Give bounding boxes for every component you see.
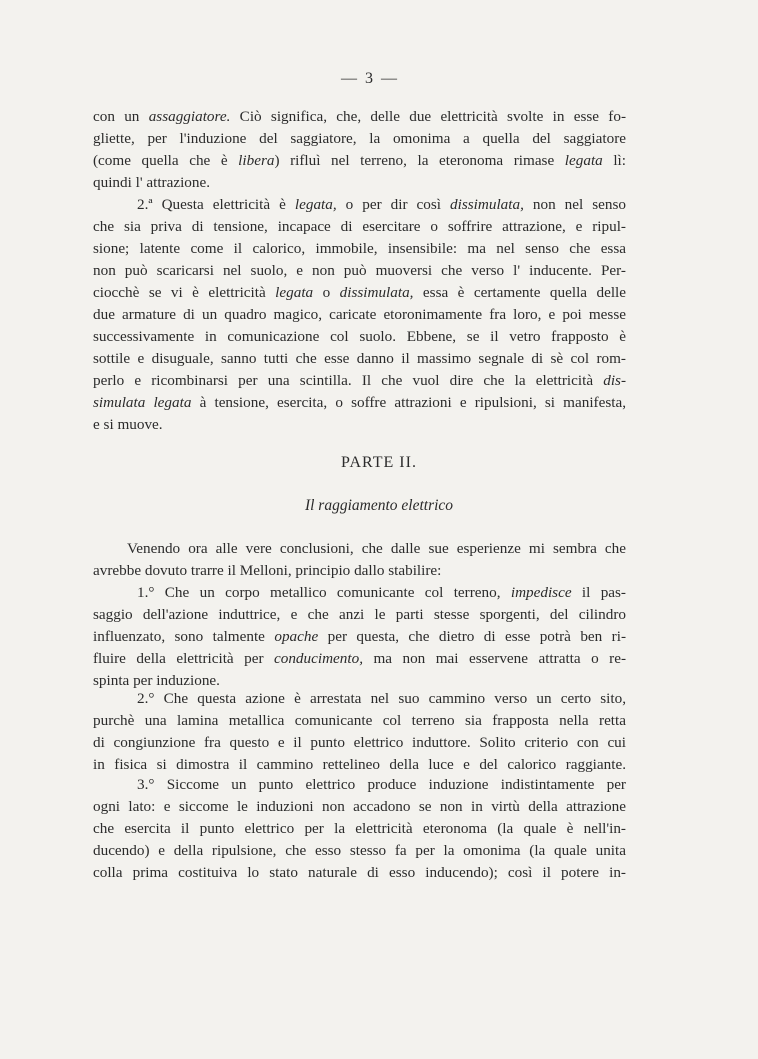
- text-line: successivamente in comunicazione col suolo. Ebbene, se il vetro frapposto è: [93, 328, 626, 345]
- section-title: PARTE II.: [341, 454, 417, 471]
- text-line: 1.° Che un corpo metallico comunicante col terreno, impedisce il pas-: [137, 584, 626, 601]
- text-line: Venendo ora alle vere conclusioni, che dalle sue esperienze mi sembra che: [127, 540, 626, 557]
- text-line: purchè una lamina metallica comunicante col terreno sia frapposta nella retta: [93, 712, 626, 729]
- text-line: colla prima costituiva lo stato naturale di esso inducendo); così il potere in-: [93, 864, 626, 881]
- paragraph-3: [93, 538, 626, 582]
- paragraph-6: [93, 774, 626, 884]
- text-line: (come quella che è libera) rifluì nel terreno, la eteronoma rimase legata lì:: [93, 152, 626, 169]
- text-line: di congiunzione fra questo e il punto elettrico induttore. Solito criterio con cui: [93, 734, 626, 751]
- text-line: e si muove.: [93, 416, 163, 433]
- text-line: due armature di un quadro magico, caricate etoronimamente fra loro, e poi messe: [93, 306, 626, 323]
- text-line: che sia priva di tensione, incapace di esercitare o soffrire attrazione, e ripul-: [93, 218, 626, 235]
- text-line: influenzato, sono talmente opache per questa, che dietro di esse potrà ben ri-: [93, 628, 627, 645]
- text-line: 2.° Che questa azione è arrestata nel suo cammino verso un certo sito,: [137, 690, 626, 707]
- text-line: simulata legata à tensione, esercita, o soffre attrazioni e ripulsioni, si manifesta,: [93, 394, 627, 411]
- text-line: avrebbe dovuto trarre il Melloni, principio dallo stabilire:: [93, 562, 442, 579]
- paragraph-5: [93, 688, 626, 776]
- text-line: ducendo) e della ripulsione, che esso stesso fa per la omonima (la quale unita: [93, 842, 626, 859]
- text-line: fluire della elettricità per conducimento, ma non mai esservene attratta o re-: [93, 650, 626, 667]
- text-line: sione; latente come il calorico, immobile, insensibile: ma nel senso che essa: [93, 240, 626, 257]
- text-line: non può scaricarsi nel suolo, e non può muoversi che verso l' inducente. Per-: [93, 262, 626, 279]
- text-line: ogni lato: e siccome le induzioni non accadono se non in virtù della attrazione: [93, 798, 626, 815]
- section-subtitle: Il raggiamento elettrico: [304, 497, 454, 514]
- text-line: perlo e ricombinarsi per una scintilla. Il che vuol dire che la elettricità dis-: [93, 372, 626, 389]
- text-line: saggio dell'azione induttrice, e che anzi le parti stesse sporgenti, del cilindro: [93, 606, 626, 623]
- text-line: ciocchè se vi è elettricità legata o dissimulata, essa è certamente quella delle: [93, 284, 627, 301]
- paragraph-4: [93, 582, 626, 692]
- text-line: spinta per induzione.: [93, 672, 220, 689]
- page-number: — 3 —: [341, 70, 399, 87]
- text-line: che esercita il punto elettrico per la elettricità eteronoma (la quale è nell'in-: [93, 820, 626, 837]
- text-line: con un assaggiatore. Ciò significa, che, delle due elettricità svolte in esse fo-: [93, 108, 626, 125]
- text-line: 2.ª Questa elettricità è legata, o per dir così dissimulata, non nel senso: [137, 196, 626, 213]
- text-line: quindi l' attrazione.: [93, 174, 211, 191]
- text-line: sottile e disuguale, sanno tutti che esse danno il massimo segnale di sè col rom-: [93, 350, 626, 367]
- text-line: in fisica si dimostra il cammino rettelineo della luce e del calorico raggiante.: [93, 756, 626, 773]
- paragraph-1: [93, 106, 626, 194]
- text-line: 3.° Siccome un punto elettrico produce induzione indistintamente per: [137, 776, 626, 793]
- paragraph-2: [93, 194, 626, 436]
- text-line: gliette, per l'induzione del saggiatore, la omonima a quella del saggiatore: [93, 130, 626, 147]
